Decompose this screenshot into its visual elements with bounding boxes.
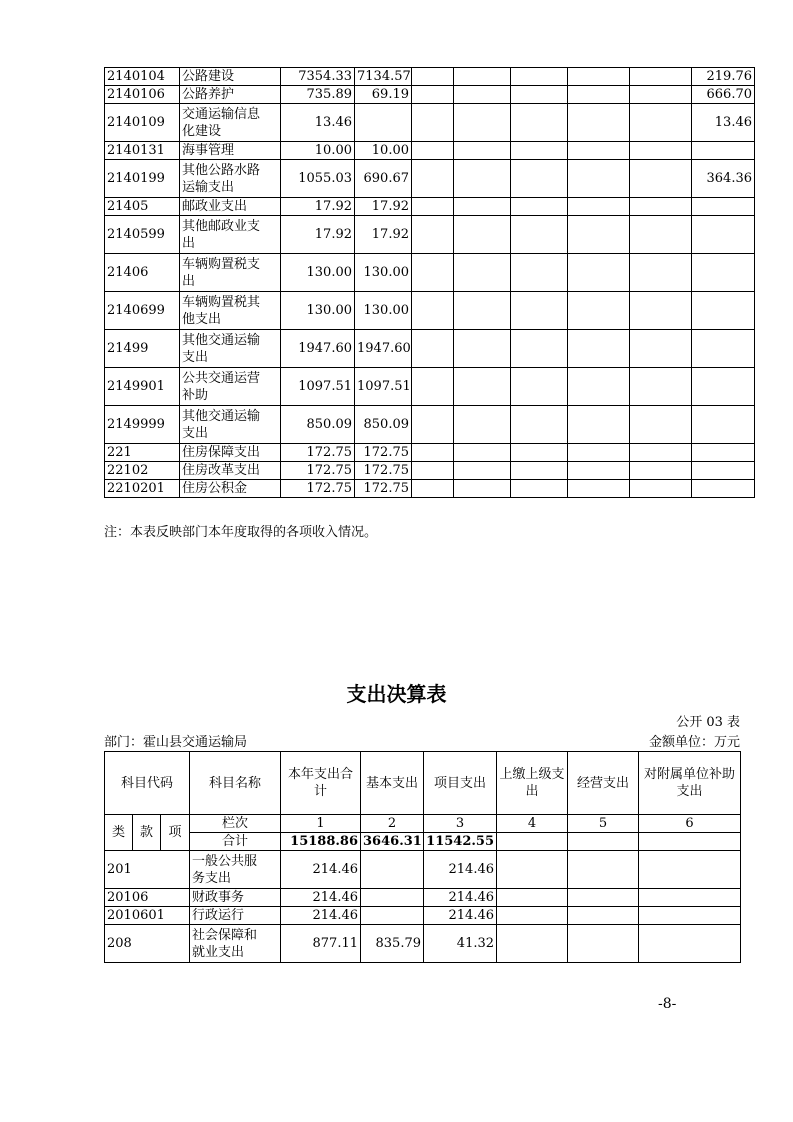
empty-cell — [412, 406, 454, 444]
amount-total: 735.89 — [281, 86, 355, 104]
table-row — [105, 142, 755, 160]
empty-cell — [412, 86, 454, 104]
col-number-2: 2 — [361, 815, 424, 833]
amount-col2: 1947.60 — [355, 330, 412, 368]
income-table-continuation — [104, 67, 755, 498]
header-xiang: 项 — [161, 815, 190, 851]
amount-last: 13.46 — [692, 104, 755, 142]
amount-last: 364.36 — [692, 160, 755, 198]
amount-col2: 17.92 — [355, 216, 412, 254]
empty-cell — [511, 86, 568, 104]
subject-name-line: 住房改革支出 — [182, 463, 261, 478]
empty-cell — [630, 480, 692, 498]
empty-cell — [497, 925, 568, 963]
table-row — [105, 68, 755, 86]
empty-cell — [639, 925, 741, 963]
empty-cell — [454, 406, 511, 444]
empty-cell — [630, 368, 692, 406]
total-col1: 15188.86 — [281, 833, 361, 851]
subject-code: 2210201 — [105, 480, 180, 498]
empty-cell — [511, 254, 568, 292]
empty-cell — [568, 254, 630, 292]
subject-code: 2140131 — [105, 142, 180, 160]
empty-cell — [630, 142, 692, 160]
empty-cell — [639, 889, 741, 907]
col-number-1: 1 — [281, 815, 361, 833]
subject-name — [180, 216, 281, 254]
subject-name-line: 邮政业支出 — [182, 199, 248, 214]
empty-cell — [568, 198, 630, 216]
subject-name-line: 公共交通运营 — [182, 370, 261, 386]
empty-cell — [568, 86, 630, 104]
amount-last — [692, 444, 755, 462]
subject-code: 2010601 — [105, 907, 190, 925]
empty-cell — [412, 462, 454, 480]
amount-total: 214.46 — [281, 851, 361, 889]
subject-name — [180, 198, 281, 216]
empty-cell — [412, 254, 454, 292]
amount-total: 214.46 — [281, 907, 361, 925]
subject-code: 2140599 — [105, 216, 180, 254]
subject-code: 2149999 — [105, 406, 180, 444]
subject-code: 2149901 — [105, 368, 180, 406]
empty-cell — [630, 254, 692, 292]
subject-name-line: 出 — [182, 273, 196, 289]
table-row — [105, 254, 755, 292]
amount-last — [692, 254, 755, 292]
amount-total: 13.46 — [281, 104, 355, 142]
subject-code: 2140109 — [105, 104, 180, 142]
subject-code: 2140106 — [105, 86, 180, 104]
table-row — [105, 330, 755, 368]
empty-cell — [454, 368, 511, 406]
empty-cell — [511, 292, 568, 330]
empty-cell — [568, 889, 639, 907]
subject-code: 20106 — [105, 889, 190, 907]
subject-name — [180, 462, 281, 480]
col-number-4: 4 — [497, 815, 568, 833]
subject-name-line: 运输支出 — [182, 179, 235, 195]
header-col5: 经营支出 — [568, 752, 639, 815]
amount-total: 214.46 — [281, 889, 361, 907]
amount-col2 — [355, 104, 412, 142]
amount-col2: 172.75 — [355, 480, 412, 498]
amount-last — [692, 368, 755, 406]
empty-cell — [454, 104, 511, 142]
empty-cell — [511, 216, 568, 254]
subject-name-line: 海事管理 — [182, 143, 235, 158]
table-row — [105, 925, 741, 963]
subject-name-line: 他支出 — [182, 311, 222, 327]
amount-total: 877.11 — [281, 925, 361, 963]
subject-name-line: 住房保障支出 — [182, 445, 261, 460]
empty-cell — [412, 198, 454, 216]
subject-name-line: 社会保障和 — [192, 927, 258, 943]
amount-total: 172.75 — [281, 444, 355, 462]
empty-cell — [568, 444, 630, 462]
empty-cell — [630, 406, 692, 444]
subject-name-line: 化建设 — [182, 123, 222, 139]
header-lei: 类 — [105, 815, 133, 851]
empty-cell — [454, 198, 511, 216]
department-label: 部门：霍山县交通运输局 — [104, 735, 248, 750]
amount-last — [692, 462, 755, 480]
subject-name-line: 一般公共服 — [192, 853, 258, 869]
empty-cell — [412, 444, 454, 462]
empty-cell — [568, 851, 639, 889]
empty-cell — [454, 292, 511, 330]
empty-cell — [454, 160, 511, 198]
empty-cell — [630, 160, 692, 198]
amount-col2: 10.00 — [355, 142, 412, 160]
table-row — [105, 104, 755, 142]
empty-cell — [511, 104, 568, 142]
subject-name-line: 其他邮政业支 — [182, 218, 261, 234]
subject-code: 2140199 — [105, 160, 180, 198]
amount-col2: 850.09 — [355, 406, 412, 444]
expenditure-table — [104, 751, 741, 963]
header-code: 科目代码 — [105, 752, 190, 815]
empty-cell — [630, 330, 692, 368]
table-row — [105, 198, 755, 216]
subject-name — [190, 851, 281, 889]
subject-name — [180, 292, 281, 330]
amount-total: 10.00 — [281, 142, 355, 160]
subject-code: 2140104 — [105, 68, 180, 86]
empty-cell — [511, 406, 568, 444]
subject-code: 201 — [105, 851, 190, 889]
subject-name — [190, 925, 281, 963]
table-row — [105, 889, 741, 907]
empty-cell — [511, 462, 568, 480]
table-note: 注：本表反映部门本年度取得的各项收入情况。 — [104, 525, 378, 540]
empty-cell — [630, 462, 692, 480]
amount-project: 214.46 — [424, 907, 497, 925]
header-col2: 基本支出 — [361, 752, 424, 815]
subject-name — [180, 104, 281, 142]
subject-name-line: 其他公路水路 — [182, 162, 261, 178]
empty-cell — [412, 480, 454, 498]
subject-name — [190, 889, 281, 907]
subject-name-line: 其他交通运输 — [182, 408, 261, 424]
subject-code: 21406 — [105, 254, 180, 292]
empty-cell — [568, 330, 630, 368]
table-row — [105, 462, 755, 480]
subject-name — [180, 368, 281, 406]
empty-cell — [497, 889, 568, 907]
amount-project: 214.46 — [424, 889, 497, 907]
amount-total: 172.75 — [281, 462, 355, 480]
subject-code: 2140699 — [105, 292, 180, 330]
empty-cell — [412, 216, 454, 254]
subject-name — [180, 406, 281, 444]
empty-cell — [568, 406, 630, 444]
empty-cell — [412, 142, 454, 160]
empty-cell — [511, 444, 568, 462]
empty-cell — [412, 160, 454, 198]
empty-cell — [454, 216, 511, 254]
empty-cell — [454, 330, 511, 368]
subject-name-line: 公路养护 — [182, 87, 235, 102]
table-row — [105, 160, 755, 198]
amount-col2: 130.00 — [355, 254, 412, 292]
empty-cell — [630, 444, 692, 462]
amount-total: 1947.60 — [281, 330, 355, 368]
page-title: 支出决算表 — [346, 682, 447, 706]
empty-cell — [497, 851, 568, 889]
amount-basic — [361, 889, 424, 907]
empty-cell — [568, 462, 630, 480]
empty-cell — [568, 142, 630, 160]
subject-name — [180, 68, 281, 86]
table-row — [105, 86, 755, 104]
subject-name-line: 交通运输信息 — [182, 106, 261, 122]
empty-cell — [568, 216, 630, 254]
empty-cell — [568, 68, 630, 86]
amount-col2: 130.00 — [355, 292, 412, 330]
empty-cell — [511, 480, 568, 498]
empty-cell — [511, 68, 568, 86]
table-row — [105, 480, 755, 498]
header-col6: 对附属单位补助支出 — [639, 752, 741, 815]
table-row — [105, 368, 755, 406]
subject-name — [190, 907, 281, 925]
empty-cell — [511, 160, 568, 198]
subject-name — [180, 160, 281, 198]
unit-label: 金额单位：万元 — [648, 735, 740, 750]
empty-cell — [630, 68, 692, 86]
empty-cell — [568, 368, 630, 406]
empty-cell — [454, 68, 511, 86]
empty-cell — [412, 292, 454, 330]
col-number-3: 3 — [424, 815, 497, 833]
amount-last — [692, 142, 755, 160]
subject-name-line: 财政事务 — [192, 890, 245, 905]
empty-cell — [511, 368, 568, 406]
empty-cell — [630, 198, 692, 216]
header-kuan: 款 — [133, 815, 161, 851]
amount-basic — [361, 907, 424, 925]
amount-col2: 1097.51 — [355, 368, 412, 406]
amount-total: 850.09 — [281, 406, 355, 444]
amount-last — [692, 292, 755, 330]
amount-total: 1097.51 — [281, 368, 355, 406]
subject-name-line: 出 — [182, 235, 196, 251]
empty-cell — [639, 851, 741, 889]
empty-cell — [412, 368, 454, 406]
table-row — [105, 907, 741, 925]
empty-cell — [568, 907, 639, 925]
empty-cell — [568, 925, 639, 963]
empty-cell — [454, 444, 511, 462]
amount-last — [692, 480, 755, 498]
total-col3: 11542.55 — [424, 833, 497, 851]
amount-col2: 172.75 — [355, 462, 412, 480]
amount-col2: 690.67 — [355, 160, 412, 198]
total-col2: 3646.31 — [361, 833, 424, 851]
empty-cell — [412, 330, 454, 368]
amount-basic: 835.79 — [361, 925, 424, 963]
subject-code: 21499 — [105, 330, 180, 368]
amount-col2: 69.19 — [355, 86, 412, 104]
subject-name-line: 车辆购置税支 — [182, 256, 261, 272]
subject-name-line: 务支出 — [192, 870, 232, 886]
empty-cell — [568, 104, 630, 142]
empty-cell — [639, 907, 741, 925]
total-label: 合计 — [190, 833, 281, 851]
subject-name — [180, 480, 281, 498]
amount-total: 1055.03 — [281, 160, 355, 198]
header-lanci: 栏次 — [190, 815, 281, 833]
empty-cell — [412, 68, 454, 86]
subject-name — [180, 142, 281, 160]
subject-name-line: 支出 — [182, 349, 209, 365]
empty-cell — [568, 292, 630, 330]
amount-total: 172.75 — [281, 480, 355, 498]
subject-name-line: 行政运行 — [192, 908, 245, 923]
empty-cell — [412, 104, 454, 142]
subject-name-line: 补助 — [182, 387, 209, 403]
amount-total: 17.92 — [281, 198, 355, 216]
subject-name-line: 车辆购置税其 — [182, 294, 261, 310]
amount-last — [692, 216, 755, 254]
empty-cell — [454, 142, 511, 160]
subject-code: 221 — [105, 444, 180, 462]
subject-code: 208 — [105, 925, 190, 963]
amount-col2: 7134.57 — [355, 68, 412, 86]
subject-name — [180, 444, 281, 462]
empty-cell — [497, 907, 568, 925]
subject-code: 22102 — [105, 462, 180, 480]
empty-cell — [511, 142, 568, 160]
amount-total: 130.00 — [281, 254, 355, 292]
empty-cell — [630, 104, 692, 142]
empty-cell — [511, 330, 568, 368]
subject-name-line: 支出 — [182, 425, 209, 441]
amount-basic — [361, 851, 424, 889]
subject-name-line: 公路建设 — [182, 69, 235, 84]
form-number: 公开 03 表 — [676, 715, 740, 730]
amount-total: 130.00 — [281, 292, 355, 330]
empty-cell — [454, 254, 511, 292]
empty-cell — [454, 480, 511, 498]
subject-name — [180, 254, 281, 292]
header-name: 科目名称 — [190, 752, 281, 815]
empty-cell — [568, 160, 630, 198]
amount-col2: 17.92 — [355, 198, 412, 216]
empty-cell — [511, 198, 568, 216]
amount-project: 41.32 — [424, 925, 497, 963]
amount-project: 214.46 — [424, 851, 497, 889]
empty-cell — [454, 462, 511, 480]
table-row — [105, 444, 755, 462]
amount-last: 219.76 — [692, 68, 755, 86]
subject-code: 21405 — [105, 198, 180, 216]
page-number: -8- — [658, 996, 677, 1012]
empty-cell — [630, 216, 692, 254]
empty-cell — [630, 292, 692, 330]
col-number-6: 6 — [639, 815, 741, 833]
amount-total: 7354.33 — [281, 68, 355, 86]
table-row — [105, 292, 755, 330]
table-row — [105, 406, 755, 444]
subject-name-line: 其他交通运输 — [182, 332, 261, 348]
subject-name — [180, 86, 281, 104]
table-row — [105, 851, 741, 889]
header-col1: 本年支出合计 — [281, 752, 361, 815]
amount-last — [692, 330, 755, 368]
header-col3: 项目支出 — [424, 752, 497, 815]
amount-last: 666.70 — [692, 86, 755, 104]
subject-name-line: 就业支出 — [192, 944, 245, 960]
amount-last — [692, 406, 755, 444]
empty-cell — [630, 86, 692, 104]
empty-cell — [454, 86, 511, 104]
amount-col2: 172.75 — [355, 444, 412, 462]
empty-cell — [568, 480, 630, 498]
subject-name — [180, 330, 281, 368]
table-row — [105, 216, 755, 254]
amount-last — [692, 198, 755, 216]
col-number-5: 5 — [568, 815, 639, 833]
header-col4: 上缴上级支出 — [497, 752, 568, 815]
amount-total: 17.92 — [281, 216, 355, 254]
subject-name-line: 住房公积金 — [182, 481, 248, 496]
